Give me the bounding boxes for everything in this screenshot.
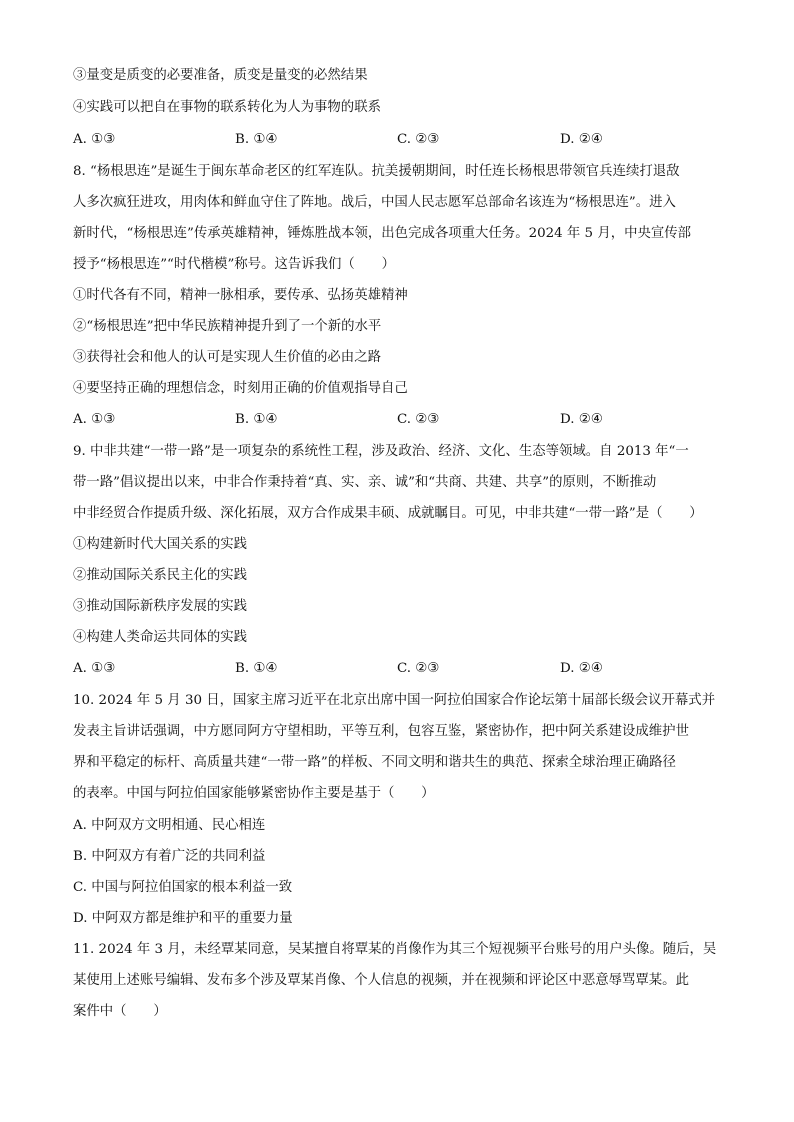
q8-stem-line-2: 人多次疯狂进攻，用肉体和鲜血守住了阵地。战后，中国人民志愿军总部命名该连为“杨根思连”。进入	[73, 195, 676, 210]
q8-item-4: ④要坚持正确的理想信念，时刻用正确的价值观指导自己	[73, 381, 408, 396]
q8-option-a[interactable]: A. ①③	[73, 412, 116, 427]
q9-stem-line-2: 带一路”倡议提出以来，中非合作秉持着“真、实、亲、诚”和“共商、共建、共享”的原则，不断推动	[73, 475, 657, 490]
q9-item-1: ①构建新时代大国关系的实践	[73, 537, 248, 552]
q9-stem-line-1: 9. 中非共建“一带一路”是一项复杂的系统性工程，涉及政治、经济、文化、生态等领域。自 2013 年“一	[73, 444, 689, 459]
q7-options	[73, 130, 733, 150]
q11-stem-line-3: 案件中（ ）	[73, 1004, 167, 1019]
q9-item-3: ③推动国际新秩序发展的实践	[73, 599, 248, 614]
q9-option-a[interactable]: A. ①③	[73, 661, 116, 676]
q9-stem-line-3: 中非经贸合作提质升级、深化拓展，双方合作成果丰硕、成就瞩目。可见，中非共建“一带一路”是（ ）	[73, 506, 703, 521]
q9-options	[73, 659, 733, 679]
q8-stem-line-1: 8. “杨根思连”是诞生于闽东革命老区的红军连队。抗美援朝期间，时任连长杨根思带领官兵连续打退敌	[73, 164, 680, 179]
q8-options	[73, 410, 733, 430]
q8-item-3: ③获得社会和他人的认可是实现人生价值的必由之路	[73, 350, 381, 365]
q9-option-b[interactable]: B. ①④	[235, 661, 278, 676]
q7-item-4: ④实践可以把自在事物的联系转化为人为事物的联系	[73, 100, 381, 115]
q8-option-c[interactable]: C. ②③	[397, 412, 440, 427]
q8-stem-line-3: 新时代，“杨根思连”传承英雄精神，锤炼胜战本领，出色完成各项重大任务。2024 年 5 月，中央宣传部	[73, 226, 692, 241]
q7-option-a[interactable]: A. ①③	[73, 132, 116, 147]
q10-stem-line-4: 的表率。中国与阿拉伯国家能够紧密协作主要是基于（ ）	[73, 786, 435, 801]
q9-option-c[interactable]: C. ②③	[397, 661, 440, 676]
q7-option-c[interactable]: C. ②③	[397, 132, 440, 147]
q10-option-d[interactable]: D. 中阿双方都是维护和平的重要力量	[73, 911, 293, 926]
q7-item-3: ③量变是质变的必要准备，质变是量变的必然结果	[73, 68, 368, 83]
q9-item-4: ④构建人类命运共同体的实践	[73, 630, 248, 645]
q8-item-1: ①时代各有不同，精神一脉相承，要传承、弘扬英雄精神	[73, 288, 408, 303]
q10-stem-line-1: 10. 2024 年 5 月 30 日，国家主席习近平在北京出席中国一阿拉伯国家合作论坛第十届部长级会议开幕式并	[73, 693, 716, 708]
q7-option-b[interactable]: B. ①④	[235, 132, 278, 147]
q8-stem-line-4: 授予“杨根思连”“时代楷模”称号。这告诉我们（ ）	[73, 257, 395, 272]
q8-option-b[interactable]: B. ①④	[235, 412, 278, 427]
q7-option-d[interactable]: D. ②④	[560, 132, 603, 147]
q10-stem-line-3: 界和平稳定的标杆、高质量共建“一带一路”的样板、不同文明和谐共生的典范、探索全球治理正确路径	[73, 755, 676, 770]
q8-option-d[interactable]: D. ②④	[560, 412, 603, 427]
q10-option-a[interactable]: A. 中阿双方文明相通、民心相连	[73, 818, 266, 833]
q10-stem-line-2: 发表主旨讲话强调，中方愿同阿方守望相助，平等互利，包容互鉴，紧密协作，把中阿关系建设成维护世	[73, 724, 689, 739]
q9-item-2: ②推动国际关系民主化的实践	[73, 568, 248, 583]
q9-option-d[interactable]: D. ②④	[560, 661, 603, 676]
q11-stem-line-1: 11. 2024 年 3 月，未经覃某同意，吴某擅自将覃某的肖像作为其三个短视频平台账号的用户头像。随后，吴	[73, 942, 717, 957]
q10-option-c[interactable]: C. 中国与阿拉伯国家的根本利益一致	[73, 880, 293, 895]
q11-stem-line-2: 某使用上述账号编辑、发布多个涉及覃某肖像、个人信息的视频，并在视频和评论区中恶意辱骂覃某。此	[73, 973, 689, 988]
q8-item-2: ②“杨根思连”把中华民族精神提升到了一个新的水平	[73, 319, 382, 334]
q10-option-b[interactable]: B. 中阿双方有着广泛的共同利益	[73, 849, 266, 864]
